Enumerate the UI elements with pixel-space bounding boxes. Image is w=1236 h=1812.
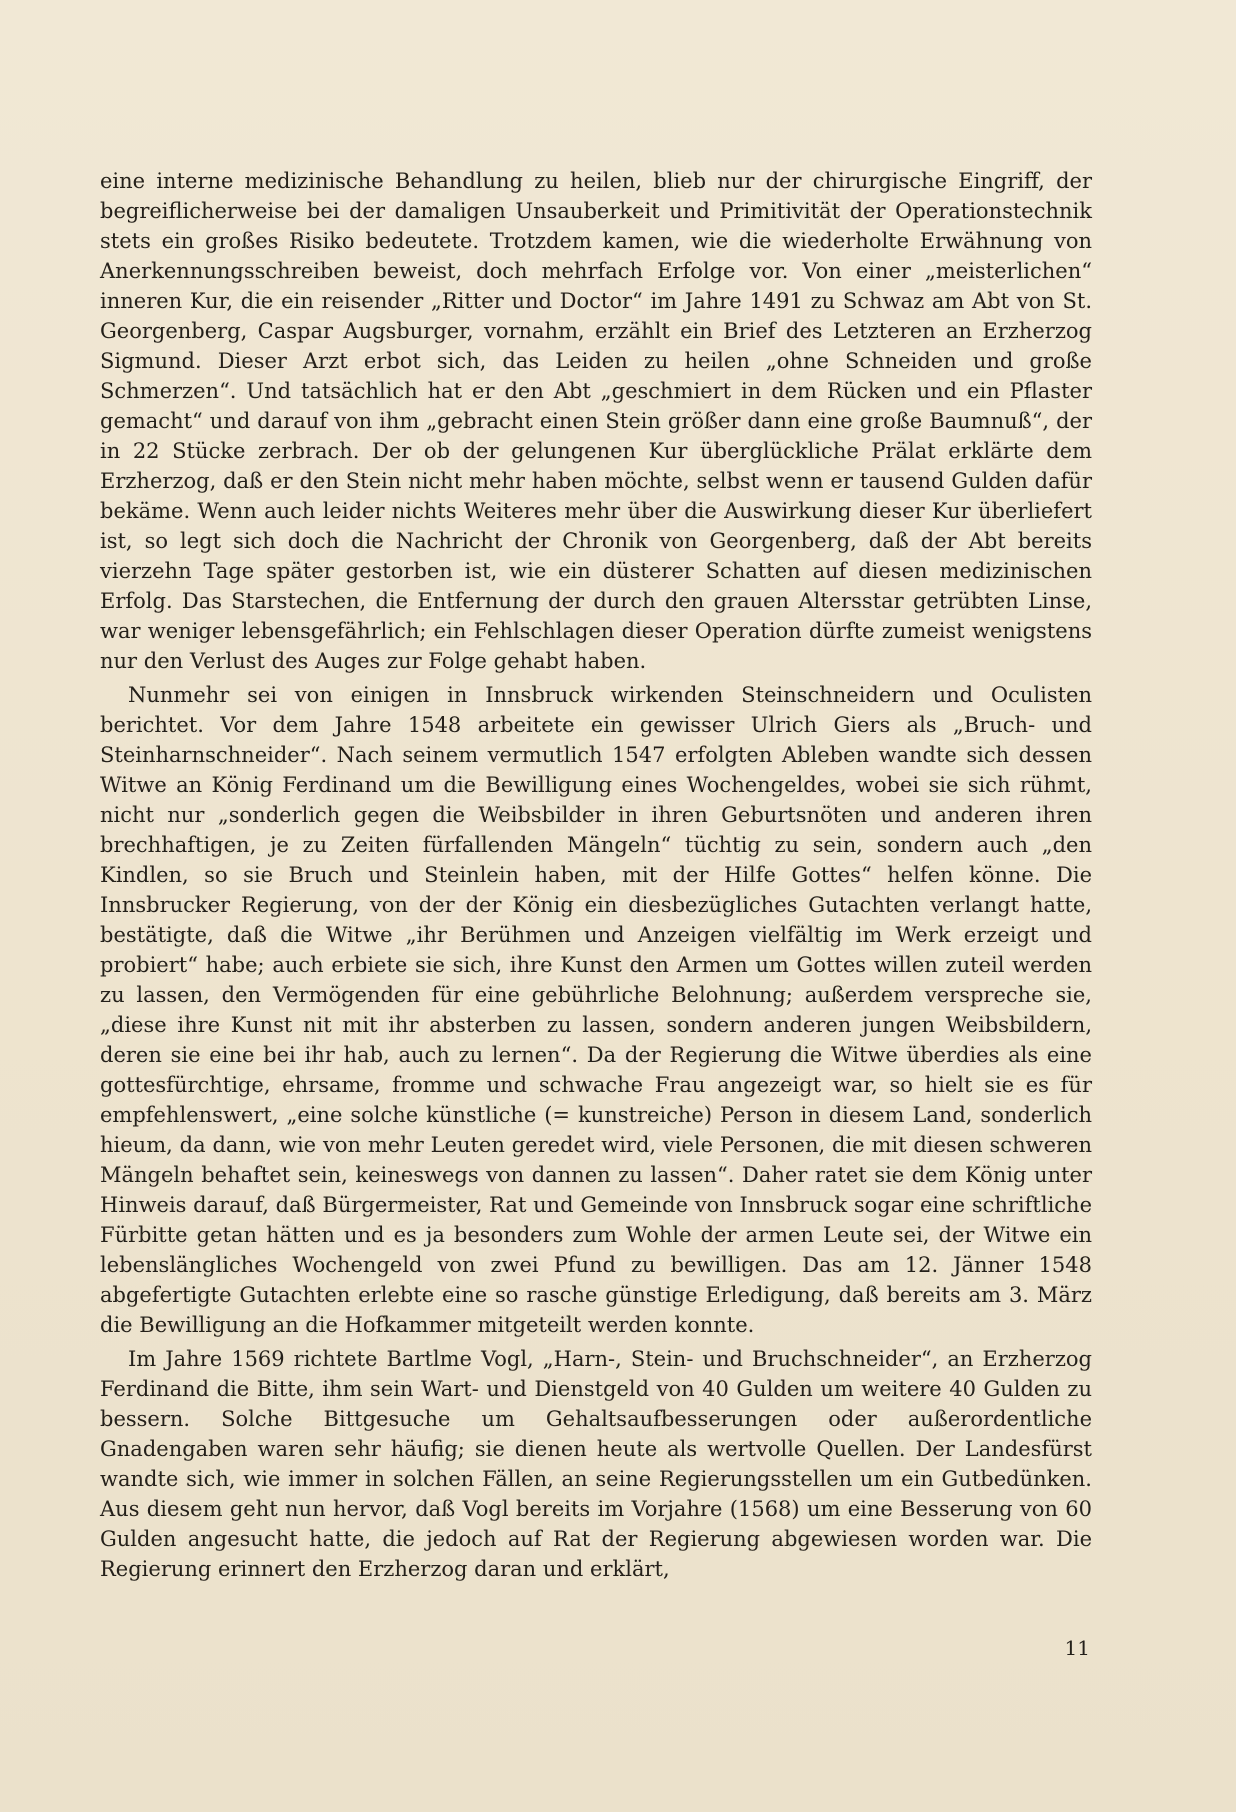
page-number: 11 bbox=[1064, 1636, 1090, 1660]
paragraph-2: Nunmehr sei von einigen in Innsbruck wirkenden Steinschneidern und Oculisten berichtet. Vor dem Jahre 1548 arbeitete ein gewisser Ulrich Giers als „Bruch- und Steinharnschneider“. Nach seinem vermutlich 1547 erfolgten Ableben wandte sich dessen Witwe an König Ferdinand um die Bewilligung eines Wochengeldes, wobei sie sich rühmt, nicht nur „sonderlich gegen die Weibsbilder in ihren Geburtsnöten und anderen ihren brechhaftigen, je zu Zeiten fürfallenden Mängeln“ tüchtig zu sein, sondern auch „den Kindlen, so sie Bruch und Steinlein haben, mit der Hilfe Gottes“ helfen könne. Die Innsbrucker Regierung, von der der König ein diesbezügliches Gutachten verlangt hatte, bestätigte, daß die Witwe „ihr Berühmen und Anzeigen vielfältig im Werk erzeigt und probiert“ habe; auch erbiete sie sich, ihre Kunst den Armen um Gottes willen zuteil werden zu lassen, den Vermögenden für eine gebührliche Belohnung; außerdem verspreche sie, „diese ihre Kunst nit mit ihr absterben zu lassen, sondern anderen jungen Weibsbildern, deren sie eine bei ihr hab, auch zu lernen“. Da der Regierung die Witwe überdies als eine gottesfürchtige, ehrsame, fromme und schwache Frau angezeigt war, so hielt sie es für empfehlenswert, „eine solche künstliche (= kunstreiche) Person in diesem Land, sonderlich hieum, da dann, wie von mehr Leuten geredet wird, viele Personen, die mit diesen schweren Mängeln behaftet sein, keineswegs von dannen zu lassen“. Daher ratet sie dem König unter Hinweis darauf, daß Bürgermeister, Rat und Gemeinde von Innsbruck sogar eine schriftliche Fürbitte getan hätten und es ja besonders zum Wohle der armen Leute sei, der Witwe ein lebenslängliches Wochengeld von zwei Pfund zu bewilligen. Das am 12. Jänner 1548 abgefertigte Gutachten erlebte eine so rasche günstige Erledigung, daß bereits am 3. März die Bewilligung an die Hofkammer mitgeteilt werden konnte. bbox=[100, 683, 1092, 1337]
paragraph-1: eine interne medizinische Behandlung zu heilen, blieb nur der chirurgische Eingriff, der begreiflicherweise bei der damaligen Unsauberkeit und Primitivität der Operationstechnik stets ein großes Risiko bedeutete. Trotzdem kamen, wie die wiederholte Erwähnung von Anerkennungsschreiben beweist, doch mehrfach Erfolge vor. Von einer „meisterlichen“ inneren Kur, die ein reisender „Ritter und Doctor“ im Jahre 1491 zu Schwaz am Abt von St. Georgenberg, Caspar Augsburger, vornahm, erzählt ein Brief des Letzteren an Erzherzog Sigmund. Dieser Arzt erbot sich, das Leiden zu heilen „ohne Schneiden und große Schmerzen“. Und tatsächlich hat er den Abt „geschmiert in dem Rücken und ein Pflaster gemacht“ und darauf von ihm „gebracht einen Stein größer dann eine große Baumnuß“, der in 22 Stücke zerbrach. Der ob der gelungenen Kur überglückliche Prälat erklärte dem Erzherzog, daß er den Stein nicht mehr haben möchte, selbst wenn er tausend Gulden dafür bekäme. Wenn auch leider nichts Weiteres mehr über die Auswirkung dieser Kur überliefert ist, so legt sich doch die Nachricht der Chronik von Georgenberg, daß der Abt bereits vierzehn Tage später gestorben ist, wie ein düsterer Schatten auf diesen medizinischen Erfolg. Das Starstechen, die Entfernung der durch den grauen Altersstar getrübten Linse, war weniger lebensgefährlich; ein Fehlschlagen dieser Operation dürfte zumeist wenigstens nur den Verlust des Auges zur Folge gehabt haben. bbox=[100, 169, 1092, 673]
body-text bbox=[100, 166, 1092, 1584]
paragraph-3: Im Jahre 1569 richtete Bartlme Vogl, „Harn-, Stein- und Bruchschneider“, an Erzherzog Ferdinand die Bitte, ihm sein Wart- und Dienstgeld von 40 Gulden um weitere 40 Gulden zu bessern. Solche Bittgesuche um Gehaltsaufbesserungen oder außerordentliche Gnadengaben waren sehr häufig; sie dienen heute als wertvolle Quellen. Der Landesfürst wandte sich, wie immer in solchen Fällen, an seine Regierungsstellen um ein Gutbedünken. Aus diesem geht nun hervor, daß Vogl bereits im Vorjahre (1568) um eine Besserung von 60 Gulden angesucht hatte, die jedoch auf Rat der Regierung abgewiesen worden war. Die Regierung erinnert den Erzherzog daran und erklärt, bbox=[100, 1347, 1092, 1581]
